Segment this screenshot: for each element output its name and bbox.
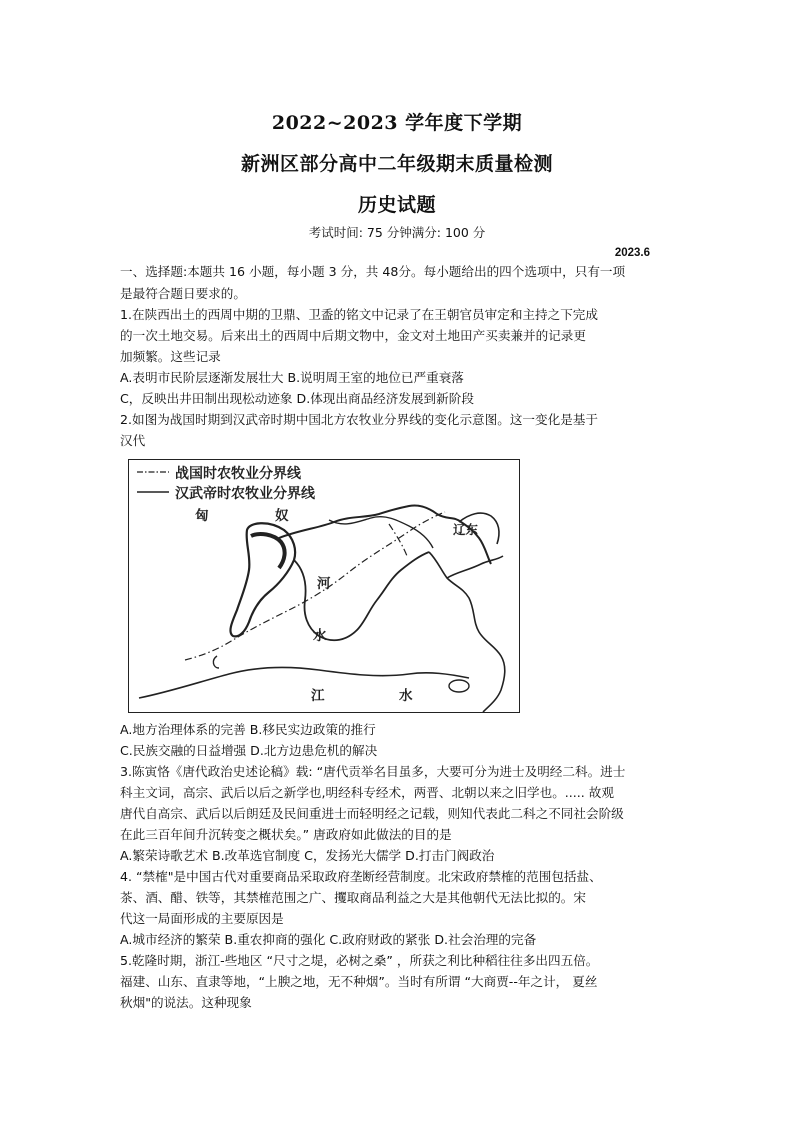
q3-options: A.繁荣诗歌艺术 B.改革选官制度 C，发扬光大儒学 D.打击门阀政治	[120, 848, 495, 863]
section-instructions-1: 一、选择题:本题共 16 小题，每小题 3 分，共 48分。每小题给出的四个选项中，只有一项	[120, 264, 626, 279]
q4-options: A.城市经济的繁荣 B.重农抑商的强化 C.政府财政的紧张 D.社会治理的完备	[120, 932, 537, 947]
q4-stem-3: 代这一局面形成的主要原因是	[120, 911, 284, 926]
q2-options-ab: A.地方治理体系的完善 B.移民实边政策的推行	[120, 722, 376, 737]
exam-title-school: 新洲区部分高中二年级期末质量检测	[240, 153, 553, 175]
yangtze-river	[139, 667, 469, 698]
q3-stem-3: 唐代自高宗、武后以后朗廷及民间重进士而轻明经之记载，则知代表此二科之不同社会阶级	[120, 806, 624, 821]
east-coast	[429, 552, 505, 712]
q5-stem-2: 福建、山东、直隶等地，“上腴之地，无不种烟”。当时有所谓 “大商贾--年之计， 夏丝	[120, 974, 598, 989]
exam-info: 考试时间: 75 分钟满分: 100 分	[308, 225, 486, 240]
exam-title-subject: 历史试题	[357, 194, 436, 216]
q3-stem-4: 在此三百年间升沉转变之概状矣。” 唐政府如此做法的目的是	[120, 827, 452, 842]
peninsula	[447, 556, 503, 578]
warring-states-branch	[389, 524, 407, 556]
q1-options-cd: C，反映出井田制出现松动迹象 D.体现出商品经济发展到新阶段	[120, 391, 474, 406]
q1-stem-3: 加频繁。这些记录	[120, 349, 221, 364]
q2-stem-1: 2.如图为战国时期到汉武帝时期中国北方农牧业分界线的变化示意图。这一变化是基于	[120, 412, 598, 427]
legend-warring-label: 战国时农牧业分界线	[175, 466, 301, 482]
section-instructions-2: 是最符合题日要求的。	[120, 286, 246, 301]
q5-stem-1: 5.乾隆时期，浙江-些地区 “尺寸之堤，必树之桑” ，所获之利比种稻往往多出四五倍。	[120, 953, 599, 968]
q3-stem-1: 3.陈寅恪《唐代政治史述论稿》载: “唐代贡举名目虽多，大要可分为进士及明经二科。进士	[120, 764, 626, 779]
exam-date: 2023.6	[614, 247, 650, 259]
map-label-shui-1: 水	[313, 628, 327, 644]
map-label-jiang: 江	[311, 688, 325, 704]
q4-stem-2: 茶、酒、醋、铁等，其禁榷范围之广、攫取商品利益之大是其他朝代无法比拟的。宋	[120, 890, 586, 905]
q2-stem-2: 汉代	[120, 433, 146, 448]
q1-stem-2: 的一次土地交易。后来出土的西周中后期文物中，金文对土地田产买卖兼并的记录更	[120, 328, 586, 343]
small-river	[213, 656, 219, 668]
q4-stem-1: 4. “禁榷"是中国古代对重要商品采取政府垄断经营制度。北宋政府禁榷的范围包括盐、	[120, 869, 602, 884]
map-label-xiong: 匈	[195, 508, 209, 524]
ordos-loop	[230, 523, 295, 636]
q1-stem-1: 1.在陕西出土的西周中期的卫鼎、卫盉的铭文中记录了在王朝官员审定和主持之下完成	[120, 307, 598, 322]
map-label-shui-2: 水	[399, 688, 413, 704]
legend-han-label: 汉武帝时农牧业分界线	[175, 486, 315, 502]
q5-stem-3: 秋烟"的说法。这种现象	[120, 995, 252, 1010]
han-line	[329, 517, 433, 548]
map-label-liaodong: 辽东	[453, 522, 479, 537]
map-label-nu: 奴	[275, 508, 289, 524]
ordos-hatch	[251, 534, 285, 568]
q3-stem-2: 科主文词，高宗、武后以后之新学也,明经科专经术，两晋、北朝以来之旧学也。..... 故观	[120, 785, 614, 800]
map-label-he: 河	[317, 576, 331, 592]
q1-options-ab: A.表明市民阶层逐渐发展壮大 B.说明周王室的地位已严重衰落	[120, 370, 464, 385]
map-figure	[128, 459, 520, 713]
lake-shape	[449, 680, 469, 692]
exam-title-year: 2022~2023 学年度下学期	[271, 112, 523, 134]
q2-options-cd: C.民族交融的日益增强 D.北方边患危机的解决	[120, 743, 378, 758]
